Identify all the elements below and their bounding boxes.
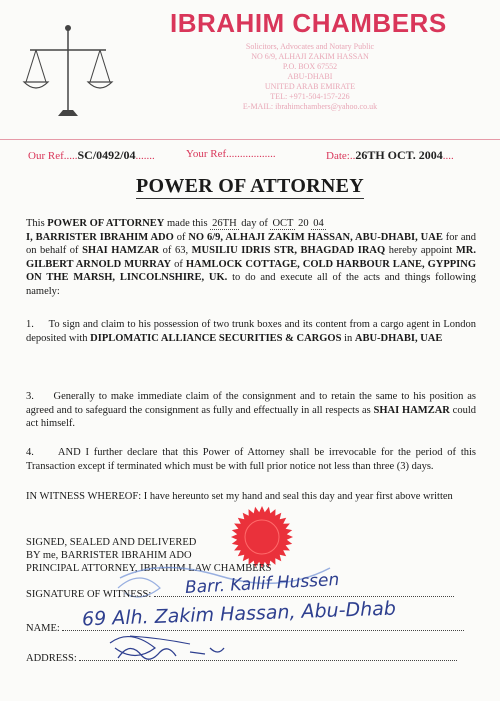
letterhead-details: [190, 42, 430, 112]
clause-4: 4. AND I further declare that this Power of Attorney shall be irrevocable for the period of this Transaction except if terminated which must be with full prior notice not less than three (3) days.: [26, 447, 476, 472]
signature-label: SIGNATURE OF WITNESS:: [26, 589, 152, 600]
signed-line: PRINCIPAL ATTORNEY, IBRAHIM LAW CHAMBERS: [26, 563, 272, 574]
date: Date:..26TH OCT. 2004....: [326, 148, 454, 162]
signed-line: BY me, BARRISTER IBRAHIM ADO: [26, 550, 192, 561]
letterhead-line: ABU-DHABI: [287, 72, 333, 81]
clause-1: 1. To sign and claim to his possession of two trunk boxes and its content from a cargo agent in London deposited with DIPLOMATIC ALLIANCE SECURITIES & CARGOS in ABU-DHABI, UAE: [26, 319, 477, 344]
letterhead-line: Solicitors, Advocates and Notary Public: [245, 42, 375, 51]
letterhead-line: E-MAIL: ibrahimchambers@yahoo.co.uk: [242, 102, 378, 111]
address-label: ADDRESS:: [26, 653, 77, 664]
witness-signature: Barr. Kallif Hussen: [184, 569, 340, 599]
our-ref: Our Ref.....SC/0492/04.......: [28, 148, 155, 162]
address-scribble-icon: [110, 634, 230, 670]
letterhead-line: TEL: +971-504-157-226: [270, 92, 350, 101]
document-title: POWER OF ATTORNEY: [135, 175, 365, 197]
address-row: [26, 652, 476, 666]
signed-line: SIGNED, SEALED AND DELIVERED: [26, 537, 197, 548]
letterhead-line: UNITED ARAB EMIRATE: [264, 82, 356, 91]
witness-name: 69 Alh. Zakim Hassan, Abu-Dhab: [81, 597, 397, 631]
name-label: NAME:: [26, 623, 60, 634]
clause-3: 3. Generally to make immediate claim of the consignment and to retain the same to his position as agreed and to safeguard the consignment as fully and effectually in all respects as SHAI HAMZAR could act himself.: [26, 391, 477, 429]
letterhead-line: NO 6/9, ALHAJI ZAKIM HASSAN: [251, 52, 369, 61]
letterhead-divider: [0, 139, 500, 140]
your-ref: Your Ref..................: [186, 148, 276, 160]
firm-name: IBRAHIM CHAMBERS: [170, 8, 447, 38]
witness-clause: IN WITNESS WHEREOF: I have hereunto set my hand and seal this day and year first above written: [26, 491, 453, 502]
scales-of-justice-icon: [18, 20, 118, 130]
intro-paragraph: This POWER OF ATTORNEY made this 26TH day of OCT 20 04 I, BARRISTER IBRAHIM ADO of NO 6/9, ALHAJI ZAKIM HASSAN, ABU-DHABI, UAE for and on behalf of SHAI HAMZAR of 63, MUSILIU IDRIS STR, BHAGDAD IRAQ hereby appoint MR. GILBERT ARNOLD MURRAY of HAMLOCK COTTAGE, COLD HARBOUR LANE, GYPPING ON THE MARSH, LINCOLNSHIRE, UK. to do and execute all of the acts and things following namely:: [26, 218, 477, 297]
letterhead-line: P.O. BOX 67552: [282, 62, 338, 71]
